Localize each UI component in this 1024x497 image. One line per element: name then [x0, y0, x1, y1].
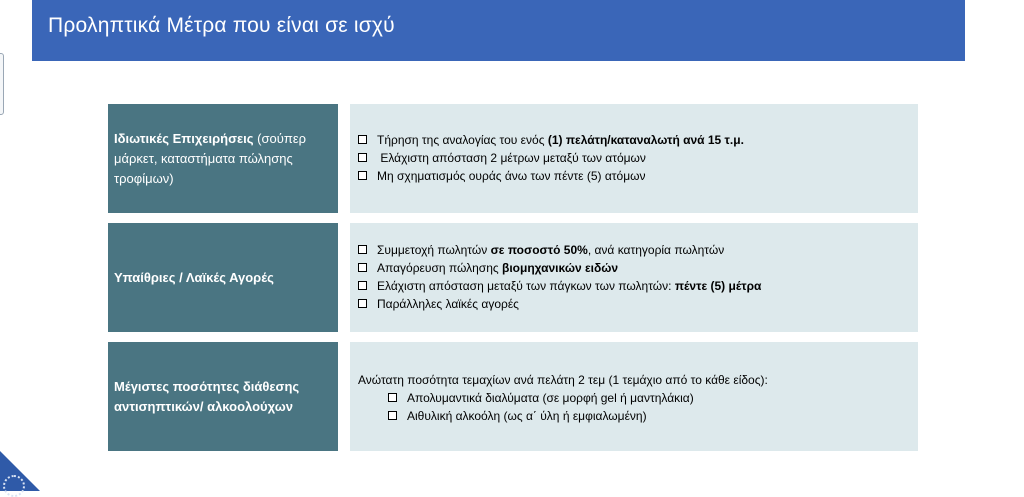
checkbox-bullet-icon — [358, 299, 367, 308]
bullet-list — [358, 241, 918, 313]
row-content — [350, 342, 918, 451]
row-label-bold: Ιδιωτικές Επιχειρήσεις — [114, 130, 254, 146]
row-content — [350, 223, 918, 332]
row-label-normal: (σούπερ μάρκετ, καταστήματα πώλησης τροφίμων) — [114, 130, 307, 186]
page-title: Προληπτικά Μέτρα που είναι σε ισχύ — [48, 14, 395, 37]
list-item: Παράλληλες λαϊκές αγορές — [358, 295, 918, 313]
row-label-bold: Μέγιστες ποσότητες διάθεσης αντισηπτικών/ αλκοολούχων — [114, 378, 300, 414]
row-content — [350, 104, 918, 213]
row-label — [108, 223, 338, 332]
checkbox-bullet-icon — [388, 393, 397, 402]
list-item: Αιθυλική αλκοόλη (ως α΄ ύλη ή εμφιαλωμένη) — [388, 407, 918, 425]
list-item: Απαγόρευση πώλησης βιομηχανικών ειδών — [358, 259, 918, 277]
list-item: Συμμετοχή πωλητών σε ποσοστό 50%, ανά κατηγορία πωλητών — [358, 241, 918, 259]
checkbox-bullet-icon — [358, 153, 367, 162]
left-edge-tab — [0, 53, 4, 115]
list-item: Ελάχιστη απόσταση μεταξύ των πάγκων των πωλητών: πέντε (5) μέτρα — [358, 277, 918, 295]
bullet-list — [358, 389, 918, 425]
measure-row-private-businesses — [108, 104, 918, 213]
list-item: Μη σχηματισμός ουράς άνω των πέντε (5) ατόμων — [358, 167, 918, 185]
list-item: Απολυμαντικά διαλύματα (σε μορφή gel ή μαντηλάκια) — [388, 389, 918, 407]
checkbox-bullet-icon — [358, 281, 367, 290]
measure-row-outdoor-markets — [108, 223, 918, 332]
checkbox-bullet-icon — [388, 411, 397, 420]
title-bar — [32, 0, 965, 61]
bullet-list — [358, 131, 918, 185]
list-item: Ελάχιστη απόσταση 2 μέτρων μεταξύ των ατόμων — [358, 149, 918, 167]
row-label — [108, 104, 338, 213]
checkbox-bullet-icon — [358, 135, 367, 144]
row-intro-text: Ανώτατη ποσότητα τεμαχίων ανά πελάτη 2 τεμ (1 τεμάχιο από το κάθε είδος): — [358, 373, 768, 387]
row-label — [108, 342, 338, 451]
checkbox-bullet-icon — [358, 263, 367, 272]
checkbox-bullet-icon — [358, 245, 367, 254]
measure-row-antiseptics — [108, 342, 918, 451]
list-item: Τήρηση της αναλογίας του ενός (1) πελάτη/καταναλωτή ανά 15 τ.μ. — [358, 131, 918, 149]
checkbox-bullet-icon — [358, 171, 367, 180]
row-label-bold: Υπαίθριες / Λαϊκές Αγορές — [114, 269, 274, 285]
logo-icon — [3, 475, 25, 497]
